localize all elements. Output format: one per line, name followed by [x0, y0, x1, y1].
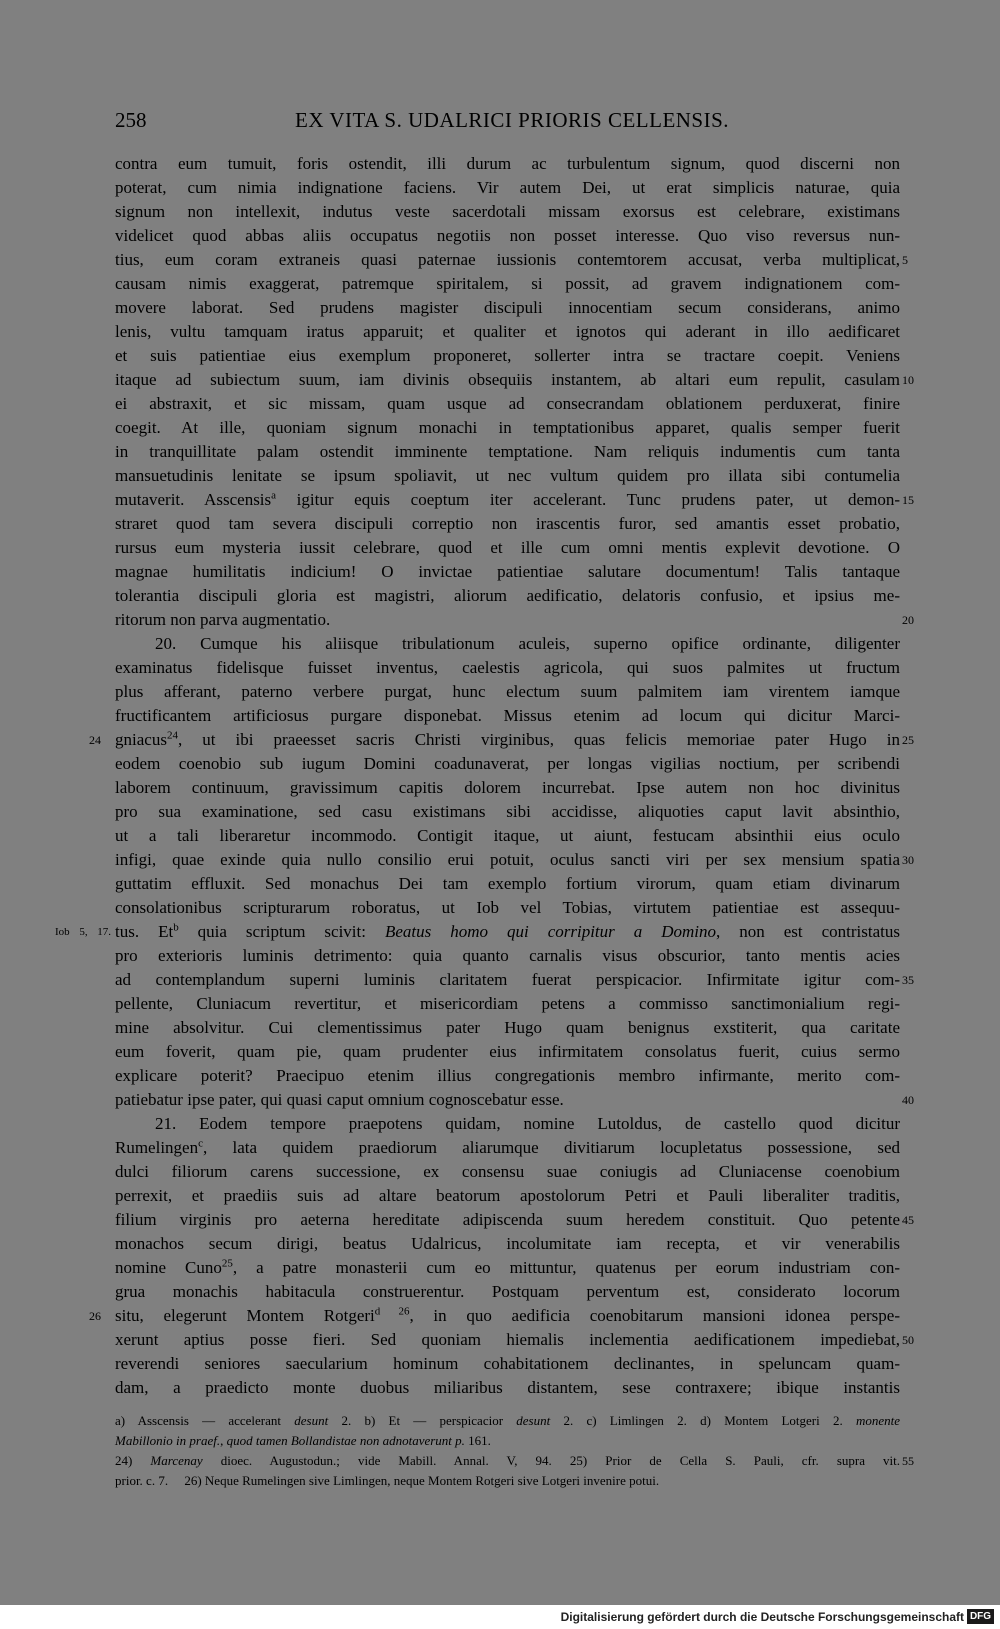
text-line: in tranquillitate palam ostendit imminente temptatione. Nam reliquis indumentis cum tanta [115, 442, 900, 461]
text-line: reverendi seniores saecularium hominum cohabitationem declinantes, in speluncam quam- [115, 1354, 900, 1373]
footnote-text: quod tamen Bollandistae non adnotaverunt p. [226, 1433, 465, 1448]
line-number: 25 [902, 733, 914, 747]
text-line: pro sua examinatione, sed casu existimans sibi accidisse, aliquoties caput lavit absinthio, [115, 802, 900, 821]
text-line: mansuetudinis lenitate se ipsum spoliavit, ut nec vultum quidem pro illata sibi contumelia [115, 466, 900, 485]
text-line: tolerantia discipuli gloria est magistri, aliorum aedificatio, delatoris confusio, et ipsius me- [115, 586, 900, 605]
text-line: monachos secum dirigi, beatus Udalricus, incolumitate iam recepta, et vir venerabilis [115, 1234, 900, 1253]
text-line: perrexit, et praediis suis ad altare beatorum apostolorum Petri et Pauli liberaliter traditis, [115, 1186, 900, 1205]
footnote-marker: d 26 [374, 1305, 410, 1318]
footnote-line [115, 1431, 900, 1451]
text-line [115, 1136, 900, 1160]
text-line [115, 1088, 914, 1112]
footnote-marker: 24 [166, 729, 178, 742]
page-number: 258 [115, 108, 147, 132]
text-line: ei abstraxit, et sic missam, quam usque ad consecrandam oblationem perduxerat, finire [115, 394, 900, 413]
text-line-content: itaque ad subiectum suum, iam divinis obsequiis instantem, ab altari eum repulit, casulam [115, 370, 900, 389]
text-line: dam, a praedicto monte duobus miliaribus distantem, sese contraxere; ibique instantis [115, 1378, 900, 1397]
footnote-text: Mabillonio in praef. [115, 1433, 221, 1448]
text-line [115, 1256, 900, 1280]
text-line-content: ad contemplandum superni luminis claritatem fuerat perspicacior. Infirmitate igitur com- [115, 970, 900, 989]
line-number: 50 [902, 1333, 914, 1347]
dfg-logo: DFG [967, 1609, 994, 1624]
text-line-content: filium virginis pro aeterna hereditate adipiscenda suum heredem constituit. Quo petente [115, 1210, 900, 1229]
text-line [89, 728, 914, 752]
text-line: poterat, cum nimia indignatione faciens. Vir autem Dei, ut erat simplicis naturae, quia [115, 178, 900, 197]
text-line: ut a tali liberaretur incommodo. Contigit itaque, ut aiunt, festucam absinthii eius oculo [115, 826, 900, 845]
text-line: rursus eum mysteria iussit celebrare, quod et ille cum omni mentis explevit devotione. O [115, 538, 900, 557]
text-line-content: ritorum non parva augmentatio. [115, 610, 331, 629]
text-line: causam nimis exaggerat, patremque spiritalem, si possit, ad gravem indignationem com- [115, 274, 900, 293]
footnote-line [115, 1411, 900, 1431]
text-line: et suis patientiae eius exemplum proponeret, sollerter intra se tractare coepit. Veniens [115, 346, 900, 365]
footnote-line [115, 1451, 914, 1471]
line-number: 55 [902, 1454, 914, 1468]
text-line: lenis, vultu tamquam iratus apparuit; et qualiter et ignotos qui aderant in illo aedificaret [115, 322, 900, 341]
line-number: 35 [902, 973, 914, 987]
footnote-text: , [220, 1433, 224, 1448]
text-line [115, 248, 908, 272]
margin-line-number: 24 [89, 733, 101, 747]
running-title: EX VITA S. UDALRICI PRIORIS CELLENSIS. [295, 108, 730, 132]
text-line: mine absolvitur. Cui clementissimus pater Hugo quam benignus exstiterit, qua caritate [115, 1018, 900, 1037]
footnote-a [115, 1413, 351, 1428]
footnote-marker: b [173, 921, 179, 934]
line-number: 5 [902, 253, 908, 267]
text-line: eum foverit, quam pie, quam prudenter eius infirmitatem consolatus fuerit, cuius sermo [115, 1042, 900, 1061]
text-line: guttatim effluxit. Sed monachus Dei tam exemplo fortium virorum, quam etiam divinarum [115, 874, 900, 893]
text-line: pro exterioris luminis detrimento: quia quanto carnalis visus obscurior, tanto mentis acies [115, 946, 900, 965]
text-line [115, 1328, 914, 1352]
funding-credit: Digitalisierung gefördert durch die Deutsche Forschungsgemeinschaft [560, 1610, 964, 1624]
footnote-text: 2. [341, 1413, 352, 1428]
text-line [55, 920, 901, 944]
text-line-content: tus. Et [115, 922, 174, 941]
footnote-25: 25) Prior de Cella S. Pauli, cfr. supra vit. [569, 1453, 901, 1468]
text-line-content: infigi, quae exinde quia nullo consilio erui potuit, oculus sancti viri per sex mensium spatia [115, 850, 900, 869]
line-number: 30 [902, 853, 914, 867]
text-line-content: nomine Cuno [115, 1258, 222, 1277]
text-line: explicare poterit? Praecipuo etenim illius congregationis membro infirmante, merito com- [115, 1066, 900, 1085]
text-line-content: xerunt aptius posse fieri. Sed quoniam hiemalis inclementia aedificationem impediebat, [115, 1330, 900, 1349]
text-line: dulci filiorum carens successione, ex consensu suae coniugis ad Cluniacense coenobium [115, 1162, 900, 1181]
text-line [115, 848, 914, 872]
footnote-text: d) Montem Lotgeri 2. [700, 1413, 843, 1428]
text-line-content: quia scriptum scivit: [178, 922, 385, 941]
text-line: eodem coenobio sub iugum Domini coadunaverat, per longas vigilias noctium, per scribendi [115, 754, 900, 773]
footnote-text: dioec. Augustodun.; vide Mabill. Annal. V, 94. [220, 1453, 552, 1468]
margin-reference: Iob 5, 17. [55, 926, 111, 938]
footnote-b [364, 1413, 573, 1428]
text-line: coegit. At ille, quoniam signum monachi in temptationibus apparet, qualis semper fuerit [115, 418, 900, 437]
footnote-c: c) Limlingen 2. [586, 1413, 687, 1428]
line-number: 45 [902, 1213, 914, 1227]
scripture-quote: Beatus homo qui corripitur a Domino [384, 922, 717, 941]
footnote-text: 2. [563, 1413, 574, 1428]
footnote-text: desunt [516, 1413, 551, 1428]
text-line: movere laborat. Sed prudens magister discipuli innocentiam secum considerans, animo [115, 298, 900, 317]
digitization-footer [0, 1605, 1000, 1629]
text-line-content: , in quo aedificia coenobitarum mansioni idonea perspe- [409, 1306, 900, 1325]
line-number: 15 [902, 493, 914, 507]
text-line: magnae humilitatis indicium! O invictae patientiae salutare documentum! Talis tantaque [115, 562, 900, 581]
text-line-content: tius, eum coram extraneis quasi paternae iussionis contemtorem accusat, verba multiplicat, [115, 250, 900, 269]
page-header [115, 108, 900, 138]
text-line: 21. Eodem tempore praepotens quidam, nomine Lutoldus, de castello quod dicitur [155, 1114, 900, 1133]
text-line: fructificantem artificiosus purgare disponebat. Missus etenim ad locum qui dicitur Marci- [115, 706, 900, 725]
footnote-text: 24) [115, 1453, 133, 1468]
line-number: 40 [902, 1093, 914, 1107]
text-line [115, 608, 914, 632]
footnote-text: monente [855, 1413, 901, 1428]
text-line-content: patiebatur ipse pater, qui quasi caput omnium cognoscebatur esse. [115, 1090, 564, 1109]
text-line-content: , a patre monasterii cum eo mittuntur, quatenus per eorum industriam con- [232, 1258, 900, 1277]
text-line: contra eum tumuit, foris ostendit, illi durum ac turbulentum signum, quod discerni non [115, 154, 900, 173]
text-line [115, 368, 914, 392]
text-line: videlicet quod abbas aliis occupatus negotiis non posset interesse. Quo viso reversus nun- [115, 226, 900, 245]
text-line: laborem continuum, gravissimum capitis dolorem incurrebat. Ipse autem non hoc divinitus [115, 778, 900, 797]
text-line: plus afferant, paterno verbere purgat, hunc electum suum palmitem iam virentem iamque [115, 682, 900, 701]
text-line: consolationibus scripturarum roboratus, ut Iob vel Tobias, virtutem patientiae est assequu- [115, 898, 900, 917]
line-number: 10 [902, 373, 914, 387]
text-line: grua monachis habitacula construerentur. Postquam perventum est, considerato locorum [115, 1282, 900, 1301]
text-line [115, 488, 914, 512]
footnote-text: desunt [294, 1413, 329, 1428]
text-line-content: situ, elegerunt Montem Rotgeri [115, 1306, 375, 1325]
text-line-content: mutaverit. Asscensis [115, 490, 272, 509]
text-line-content: gniacus [115, 730, 167, 749]
text-line-content: , non est contristatus [716, 922, 901, 941]
text-line-content: , lata quidem praediorum aliarumque divitiarum locupletatus possessione, sed [203, 1138, 900, 1157]
text-line: signum non intellexit, indutus veste sacerdotali missam exorsus est celebrare, existimans [115, 202, 900, 221]
footnote-marker: c [198, 1137, 203, 1150]
footnote-marker: a [271, 489, 277, 502]
footnote-25-cont: prior. c. 7. [115, 1473, 169, 1488]
footnote-26: 26) Neque Rumelingen sive Limlingen, neque Montem Rotgeri sive Lotgeri invenire potui. [184, 1473, 660, 1488]
line-number: 20 [902, 613, 914, 627]
footnote-marker: 25 [221, 1257, 233, 1270]
text-line-content: igitur equis coeptum iter accelerant. Tunc prudens pater, ut demon- [276, 490, 900, 509]
text-line: examinatus fidelisque fuisset inventus, caelestis agricola, qui suos palmites ut fructum [115, 658, 900, 677]
text-line-content: , ut ibi praeesset sacris Christi virginibus, quas felicis memoriae pater Hugo in [177, 730, 900, 749]
footnote-24 [115, 1453, 552, 1468]
footnote-d [700, 1413, 900, 1428]
footnote-text: 161. [468, 1433, 491, 1448]
footnotes [115, 1411, 914, 1491]
main-text [55, 152, 914, 1400]
footnote-text: Marcenay [150, 1453, 203, 1468]
text-line: pellente, Cluniacum revertitur, et misericordiam petens a commisso sanctimonialium regi- [115, 994, 900, 1013]
text-line: 20. Cumque his aliisque tribulationum aculeis, superno opifice ordinante, diligenter [155, 634, 900, 653]
text-line-content: Rumelingen [115, 1138, 199, 1157]
footnote-line [115, 1471, 900, 1491]
footnote-text: b) Et — perspicacior [364, 1413, 504, 1428]
margin-line-number: 26 [89, 1309, 101, 1323]
text-line [89, 1304, 900, 1328]
footnote-text: a) Asscensis — accelerant [115, 1413, 282, 1428]
text-line [115, 968, 914, 992]
text-line [115, 1208, 914, 1232]
text-line: straret quod tam severa discipuli correptio non irascentis furor, sed amantis esset probatio, [115, 514, 900, 533]
